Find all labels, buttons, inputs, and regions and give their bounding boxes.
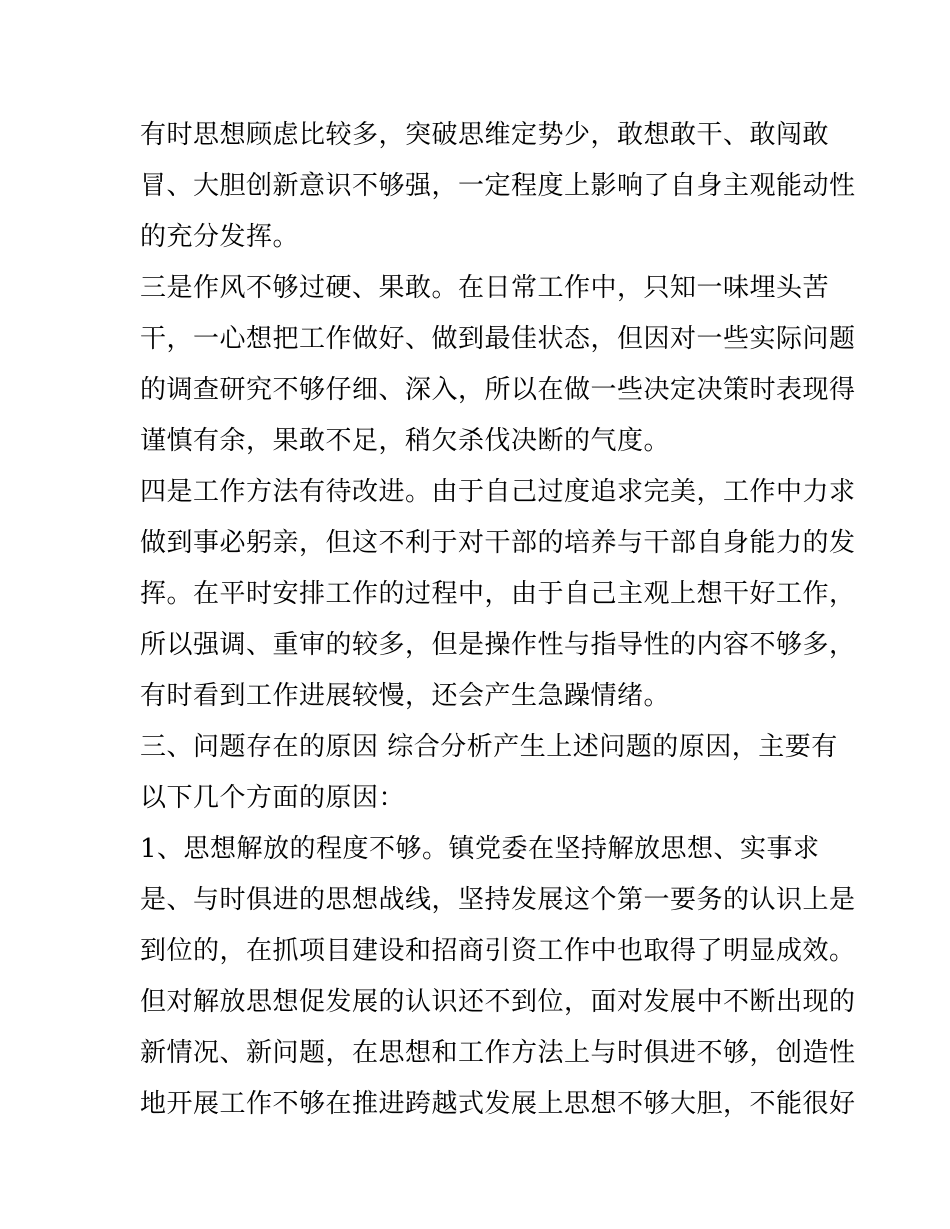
- text-line: 谨慎有余，果敢不足，稍欠杀伐决断的气度。: [140, 426, 671, 456]
- text-line: 但对解放思想促发展的认识还不到位，面对发展中不断出现的: [140, 987, 856, 1017]
- text-line: 到位的，在抓项目建设和招商引资工作中也取得了明显成效。: [140, 936, 856, 966]
- text-line: 有时看到工作进展较慢，还会产生急躁情绪。: [140, 681, 671, 711]
- text-line: 新情况、新问题，在思想和工作方法上与时俱进不够，创造性: [140, 1038, 856, 1068]
- text-line: 1、思想解放的程度不够。镇党委在坚持解放思想、实事求: [140, 834, 820, 864]
- text-line: 三是作风不够过硬、果敢。在日常工作中，只知一味埋头苦: [140, 273, 830, 303]
- text-line: 的调查研究不够仔细、深入，所以在做一些决定决策时表现得: [140, 375, 856, 405]
- text-line: 三、问题存在的原因 综合分析产生上述问题的原因，主要有: [140, 732, 838, 762]
- text-line: 有时思想顾虑比较多，突破思维定势少，敢想敢干、敢闯敢: [140, 120, 830, 150]
- text-line: 以下几个方面的原因：: [140, 783, 406, 813]
- text-line: 四是工作方法有待改进。由于自己过度追求完美，工作中力求: [140, 477, 856, 507]
- text-line: 冒、大胆创新意识不够强，一定程度上影响了自身主观能动性: [140, 171, 856, 201]
- text-line: 是、与时俱进的思想战线，坚持发展这个第一要务的认识上是: [140, 885, 856, 915]
- text-line: 地开展工作不够在推进跨越式发展上思想不够大胆，不能很好: [140, 1089, 856, 1119]
- text-line: 挥。在平时安排工作的过程中，由于自己主观上想干好工作，: [140, 579, 856, 609]
- text-line: 干，一心想把工作做好、做到最佳状态，但因对一些实际问题: [140, 324, 856, 354]
- text-line: 做到事必躬亲，但这不利于对干部的培养与干部自身能力的发: [140, 528, 856, 558]
- text-line: 的充分发挥。: [140, 222, 300, 252]
- text-line: 所以强调、重审的较多，但是操作性与指导性的内容不够多，: [140, 630, 856, 660]
- document-body: [140, 110, 856, 1130]
